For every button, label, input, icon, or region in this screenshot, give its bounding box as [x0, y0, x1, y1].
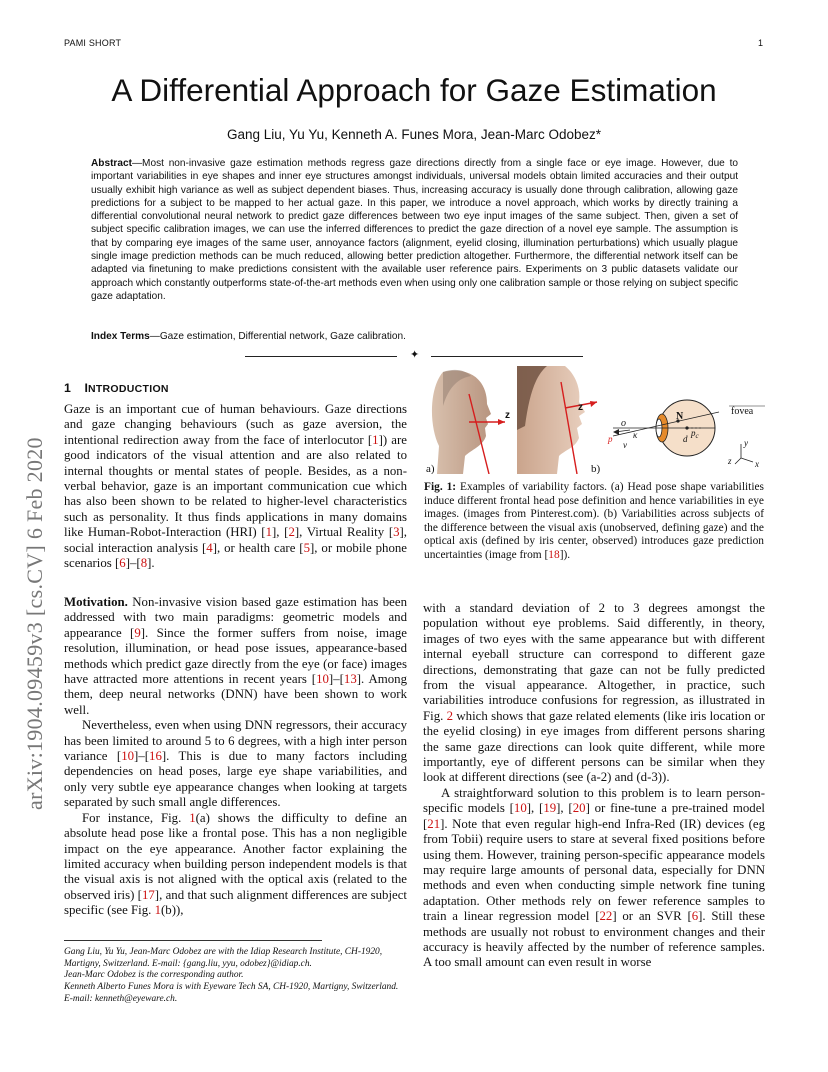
- citation-link[interactable]: 5: [303, 540, 310, 555]
- footnotes: [64, 947, 408, 1006]
- citation-link[interactable]: 8: [140, 556, 148, 571]
- separator-right: [431, 356, 583, 357]
- caption-text: Examples of variability factors. (a) Head pose shape variabilities induce different frontal head pose definition and hence variabilities in eye images. (images from Pinterest.com). (b) Variabilities across subjects of the difference between the visual axis (unobserved, defining gaze) and the optical axis (defined by iris center, observed) introduces gaze prediction uncertainties (image from [: [424, 481, 764, 561]
- citation-link[interactable]: 22: [599, 909, 613, 924]
- label-fovea: fovea: [731, 406, 754, 417]
- body-paragraph: with a standard deviation of 2 to 3 degrees amongst the population without eye problems. Said differently, in theory, images of two eyes with the same appearance but with different internal eyeball structure can correspond to different gaze directions, demonstrating that gaze can not be fully predicted from the visual appearance. Altogether, in practice, such variabilities introduce confusions for regression, as illustrated in Fig. 2 which shows that gaze related elements (like iris location or the eyelid closing) in eye images from different persons sharing the same gaze directions can look quite different, while more importantly, eye of different persons can be similar when they look at different directions (see (a-2) and (d-3)).: [423, 601, 765, 785]
- body-paragraph: A straightforward solution to this problem is to learn person-specific models [10], [19], [20] or fine-tune a pre-trained model [21]. Note that even regular high-end Infra-Red (IR) devices (eg from Tobii) require users to stare at several fixed positions before using them. However, training person-specific appearance models may require large amounts of personal data, especially for DNN methods and even when conducting simple network fine tuning adaptation. Other methods rely on fewer reference samples to train a linear regression model [22] or an SVR [6]. Still these methods are usually not robust to environment changes and their accuracy is heavily affected by the number of reference samples. A too small amount can even result in worse: [423, 785, 765, 970]
- footnote-affiliation: Gang Liu, Yu Yu, Jean-Marc Odobez are with the Idiap Research Institute, CH-1920, Martigny, Switzerland. E-mail: {gang.liu, yyu, odobez}@idiap.ch.: [64, 947, 383, 969]
- arxiv-stamp: arXiv:1904.09459v3 [cs.CV] 6 Feb 2020: [22, 437, 47, 810]
- index-terms: [91, 331, 738, 342]
- body-paragraph: Gaze is an important cue of human behaviours. Gaze directions and gaze changing behaviours (such as gaze aversion, the intentional redirection away from the face of interlocutor [1]) are good indicators of the visual attention and are also related to internal thoughts or mental states of people. Besides, as a non-verbal behavior, gaze is an important communication cue which has also been shown to be related to higher-level characteristics such as personality. It thus finds applications in many domains like Human-Robot-Interaction (HRI) [1], [2], Virtual Reality [3], social interaction analysis [4], or health care [5], or mobile phone scenarios [6]–[8].: [64, 402, 408, 571]
- axis-x-label: x: [755, 459, 759, 469]
- citation-link[interactable]: 1: [265, 525, 273, 540]
- caption-label: Fig. 1:: [424, 481, 457, 493]
- citation-link[interactable]: 1: [154, 903, 162, 918]
- right-column-text: [423, 601, 765, 971]
- citation-link[interactable]: 6: [691, 909, 699, 924]
- author-list: Gang Liu, Yu Yu, Kenneth A. Funes Mora, Jean-Marc Odobez*: [227, 127, 601, 142]
- citation-link[interactable]: 17: [141, 887, 155, 902]
- section-number: 1: [64, 381, 71, 395]
- z-label-a: z: [505, 410, 510, 421]
- abstract: [91, 157, 738, 303]
- footnote-eyeware: Kenneth Alberto Funes Mora is with Eyeware Tech SA, CH-1920, Martigny, Switzerland. E-mail: kenneth@eyeware.ch.: [64, 982, 399, 1004]
- citation-link[interactable]: 6: [119, 556, 126, 571]
- citation-link[interactable]: 4: [206, 540, 213, 555]
- section-title-rest: NTRODUCTION: [87, 383, 169, 395]
- section-first-letter: I: [84, 381, 88, 395]
- footnote-corresponding: Jean-Marc Odobez is the corresponding author.: [64, 970, 244, 981]
- running-header: PAMI SHORT: [64, 38, 122, 48]
- section-heading-introduction: [64, 381, 169, 395]
- caption-ref[interactable]: 18: [548, 548, 560, 561]
- z-label-b: z: [578, 402, 583, 413]
- label-o: o: [621, 418, 626, 429]
- body-paragraph: For instance, Fig. 1(a) shows the difficulty to define an absolute head pose like a frontal pose. This has a non negligible impact on the eye appearance. Another factor explaining the limited accuracy when building person independent models is that the visual axis is not aligned with the optical axis (related to the observed iris) [17], and that such alignment differences are subject specific (see Fig. 1(b)),: [64, 810, 407, 918]
- separator-diamond-icon: ✦: [410, 349, 420, 361]
- citation-link[interactable]: 21: [427, 816, 441, 831]
- caption-end: ]).: [559, 548, 571, 561]
- label-v: v: [623, 440, 627, 450]
- citation-link[interactable]: 10: [316, 672, 329, 687]
- citation-link[interactable]: 9: [134, 625, 141, 640]
- body-paragraph: Motivation. Non-invasive vision based gaze estimation has been addressed with two main paradigms: geometric models and appearance [9]. Since the former suffers from noise, image resolution, illumination, or head pose issues, appearance-based methods which predict gaze directly from the eye (or face) images have attracted more attentions in recent years [10]–[13]. Among them, deep neural networks (DNN) have been shown to work well.: [64, 595, 407, 717]
- label-d: d: [683, 434, 688, 444]
- head-profile-left: [432, 370, 505, 474]
- figure-label-a: a): [426, 463, 435, 474]
- abstract-label: Abstract: [91, 158, 132, 169]
- citation-link[interactable]: 13: [343, 672, 357, 687]
- figure-1-caption: [424, 481, 764, 563]
- label-p: p: [608, 434, 613, 444]
- paper-title: A Differential Approach for Gaze Estimation: [111, 72, 717, 108]
- paragraph-run-in-heading: Motivation.: [64, 595, 128, 609]
- separator-left: [245, 356, 397, 357]
- citation-link[interactable]: 20: [572, 801, 586, 816]
- citation-link[interactable]: 1: [372, 432, 379, 447]
- citation-link[interactable]: 2: [288, 525, 295, 540]
- label-pc: $p_c$: [691, 428, 699, 440]
- figure-label-b: b): [591, 463, 601, 474]
- axis-z-label: z: [728, 456, 732, 466]
- label-kappa: κ: [633, 430, 638, 440]
- label-n: N: [676, 411, 684, 422]
- page-number: 1: [758, 38, 764, 48]
- head-profile-right: [517, 366, 597, 474]
- citation-link[interactable]: 2: [446, 708, 454, 723]
- motivation-section: [64, 595, 407, 919]
- index-terms-label: Index Terms: [91, 331, 150, 342]
- axis-y-label: y: [744, 438, 748, 448]
- intro-paragraph: [64, 402, 407, 571]
- citation-link[interactable]: 1: [189, 810, 196, 825]
- citation-link[interactable]: 10: [121, 749, 135, 764]
- abstract-text: —Most non-invasive gaze estimation methods regress gaze directions directly from a single face or eye image. However, due to important variabilities in eye shapes and inner eye structures amongst individuals, universal models obtain limited accuracies and their output usually exhibit high variance as well as subject dependent biases. Thus, increasing accuracy is usually done through calibration, allowing gaze predictions for a subject to be mapped to her actual gaze. In this paper, we introduce a novel approach, which works by directly training a differential convolutional neural network to predict gaze differences between two eye input images of the same subject. Then, given a set of subject specific calibration images, we can use the inferred differences to predict the gaze direction of a novel eye sample. The assumption is that by comparing eye images of the same user, annoyance factors (alignment, eyelid closing, illumination perturbations) which usually plague single image prediction methods can be much reduced, allowing better prediction altogether. Furthermore, the differential network itself can be adapted via finetuning to make predictions consistent with the available user reference pairs. Experiments on 3 public datasets validate our approach which constantly outperforms state-of-the-art methods even when using only one calibration sample or those relying on subject specific gaze adaptation.: [91, 158, 738, 302]
- footnote-rule: [64, 940, 322, 941]
- citation-link[interactable]: 19: [543, 801, 557, 816]
- body-paragraph: Nevertheless, even when using DNN regressors, their accuracy has been limited to around 5 to 6 degrees, with a high inter person variance [10]–[16]. This is due to many factors including dependencies on head poses, large eye shape variabilities, and only very subtle eye appearance changes when looking at targets separated by such small angle differences.: [64, 718, 407, 810]
- citation-link[interactable]: 16: [149, 749, 162, 764]
- index-terms-text: —Gaze estimation, Differential network, Gaze calibration.: [149, 331, 406, 342]
- figure-1: [425, 366, 765, 474]
- citation-link[interactable]: 10: [513, 801, 527, 816]
- citation-link[interactable]: 3: [393, 525, 400, 540]
